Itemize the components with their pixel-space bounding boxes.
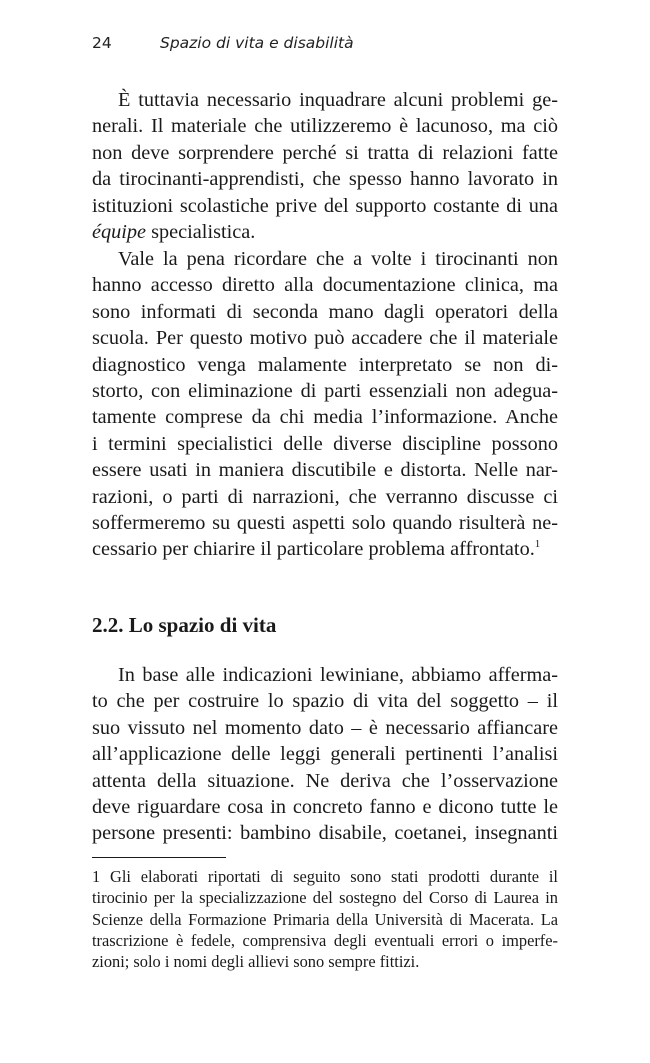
footnote-line: 1 Gli elaborati riportati di seguito sono stati prodotti durante il — [92, 867, 558, 886]
text-line — [92, 219, 558, 245]
text-line: soffermeremo su questi aspetti solo quando risulterà ne- — [92, 511, 558, 534]
italic-term: équipe — [92, 220, 147, 243]
text-line: hanno accesso diretto alla documentazione clinica, ma — [92, 274, 558, 297]
paragraph-2 — [92, 246, 558, 563]
text-line: storto, con eliminazione di parti essenziali non adegua- — [92, 379, 558, 402]
text-line — [92, 536, 558, 562]
text-line: suo vissuto nel momento dato – è necessario affiancare — [92, 716, 558, 739]
section-heading: 2.2. Lo spazio di vita — [92, 613, 277, 637]
text-line: Vale la pena ricordare che a volte i tirocinanti non — [118, 248, 558, 270]
footnote-line: zioni; solo i nomi degli allievi sono sempre fittizi. — [92, 952, 420, 972]
text-line: deve riguardare cosa in concreto fanno e dicono tutte le — [92, 795, 558, 818]
text-line: scuola. Per questo motivo può accadere che il materiale — [92, 327, 558, 350]
text-fragment: specialistica. — [146, 220, 256, 243]
paragraph-3 — [92, 662, 558, 847]
footnote-line: tirocinio per la specializzazione del sostegno del Corso di Laurea in — [92, 888, 558, 908]
text-line: È tuttavia necessario inquadrare alcuni problemi ge- — [118, 89, 558, 111]
text-fragment: cessario per chiarire il particolare problema affrontato. — [92, 538, 535, 561]
text-line: razioni, o parti di narrazioni, che verranno discusse ci — [92, 485, 558, 508]
text-line: nerali. Il materiale che utilizzeremo è lacunoso, ma ciò — [92, 115, 558, 138]
text-line: sono informati di seconda mano dagli operatori della — [92, 300, 558, 323]
running-title: Spazio di vita e disabilità — [160, 34, 354, 52]
text-line: In base alle indicazioni lewiniane, abbiamo afferma- — [118, 664, 558, 686]
footnote-line: Scienze della Formazione Primaria della Università di Macerata. La — [92, 909, 558, 929]
text-line: non deve sorprendere perché si tratta di relazioni fatte — [92, 141, 558, 164]
footnote-reference[interactable]: 1 — [534, 538, 541, 551]
paragraph-1 — [92, 87, 558, 245]
text-line: all’applicazione delle leggi generali pertinenti l’analisi — [92, 743, 558, 766]
text-line: attenta della situazione. Ne deriva che l’osservazione — [92, 769, 558, 792]
text-line: essere usati in maniera discutibile e distorta. Nelle nar- — [92, 459, 558, 482]
text-line: to che per costruire lo spazio di vita del soggetto – il — [92, 690, 558, 713]
text-line: persone presenti: bambino disabile, coetanei, insegnanti — [92, 822, 558, 845]
footnote-divider — [92, 857, 226, 858]
page-number: 24 — [92, 34, 112, 52]
footnote — [92, 866, 558, 972]
text-line: da tirocinanti-apprendisti, che spesso hanno lavorato in — [92, 168, 558, 191]
footnote-line: trascrizione è fedele, comprensiva degli eventuali errori o imperfe- — [92, 930, 558, 950]
text-line: diagnostico venga malamente interpretato se non di- — [92, 353, 558, 376]
text-line: i termini specialistici delle diverse discipline possono — [92, 432, 558, 455]
text-line: tamente comprese da chi media l’informazione. Anche — [92, 406, 558, 429]
text-line: istituzioni scolastiche prive del supporto costante di una — [92, 194, 558, 217]
running-header — [92, 34, 354, 52]
